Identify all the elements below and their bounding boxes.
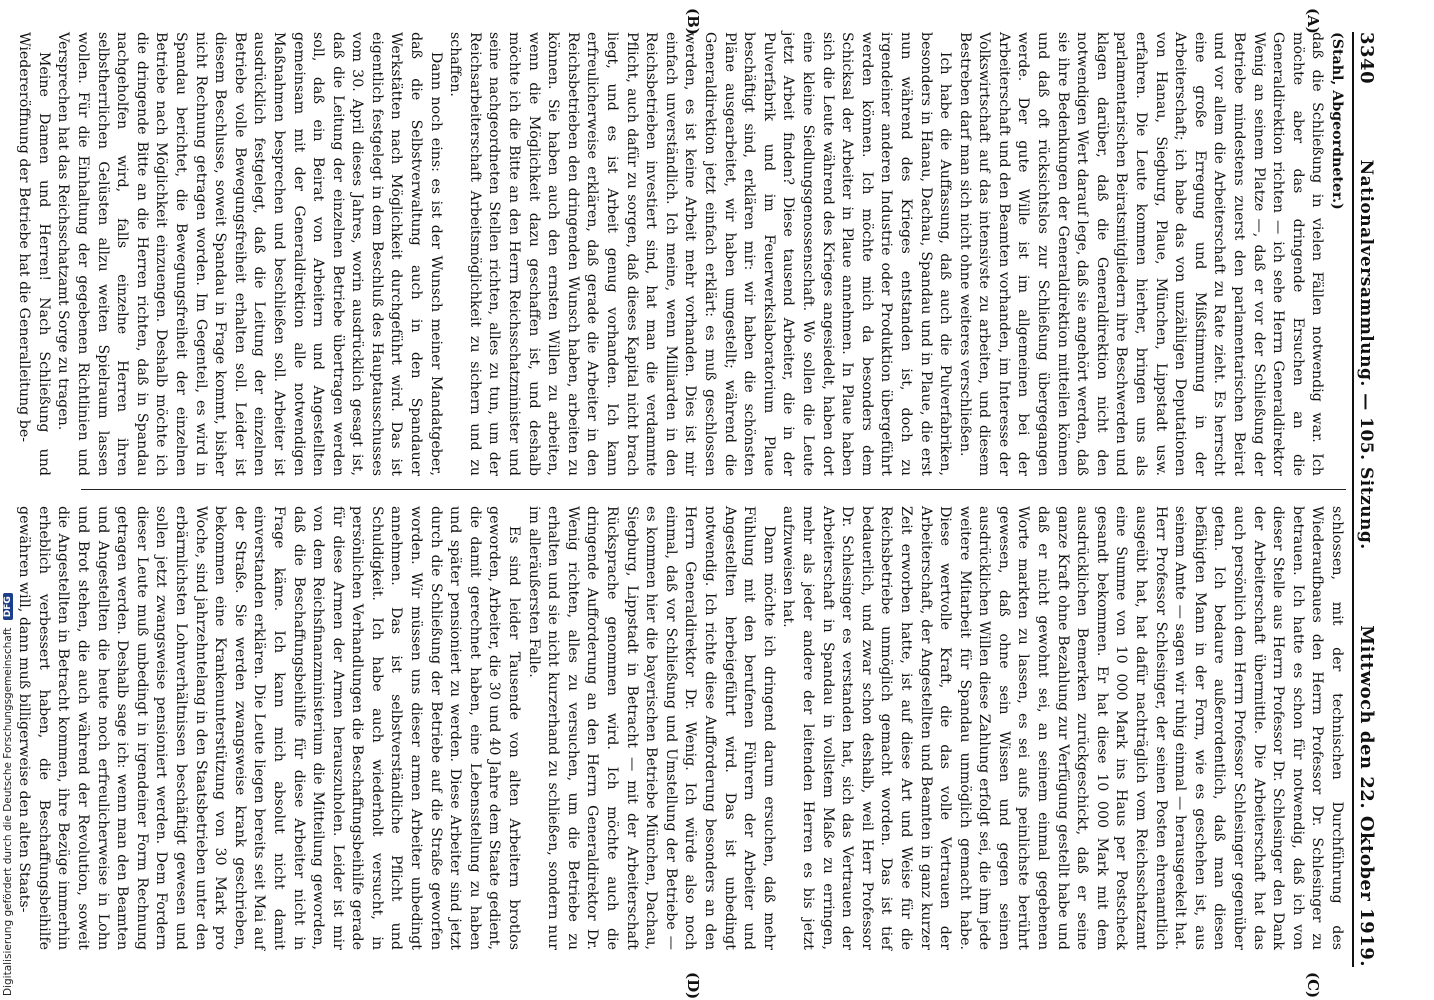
paragraph: Es sind leider Tausende von alten Arbeitern brotlos geworden, Arbeiter, die 30 und 40 Jahre dem Staate gedient, die damit gerechnet haben, eine Lebensstellung zu haben und später pensioniert zu werden. Diese Arbeiter sind jetzt durch die Schließung der Betriebe auf die Straße geworfen worden. Wir müssen uns dieser armen Arbeiter unbedingt annehmen. Das ist selbstverständliche Pflicht und Schuldigkeit. Ich habe auch wiederholt versucht, in persönlichen Verhandlungen die Beschaffungsbeihilfe gerade für diese Armen der Armen herauszuholen. Leider ist mir von dem Reichsfinanzministerium die Mitteilung geworden, daß die Beschaffungsbeihilfe für diese Arbeiter nicht in Frage käme. Ich kann mich absolut nicht damit einverstanden erklären. Die Leute liegen bereits seit Mai auf der Straße. Sie werden zwangsweise krank geschrieben, bekommen eine Krankenunterstützung von 30 Mark pro Woche, sind jahrzehntelang in den Staatsbetrieben unter den erbärmlichsten Lohnverhältnissen beschäftigt gewesen und sollen jetzt zwangsweise pensioniert werden. Dem Fordern dieser Leute muß unbedingt in irgendeiner Form Rechnung getragen werden. Deshalb sage ich: wenn man den Beamten und Angestellten die heute noch erfreulicherweise in Lohn und Brot stehen, die auch während der Revolution, soweit die Angestellten in Betracht kommen, ihre Bezüge immerhin erheblich verbessert haben, die Beschaffungsbeihilfe gewähren will, dann muß billigerweise den alten Staats- (16, 506, 523, 950)
margin-letter-d: (D) (684, 972, 702, 1000)
rotated-page (16, 8, 1382, 1000)
page-number: 3340 (1356, 32, 1377, 85)
margin-letter-a: (A) (1304, 8, 1322, 34)
paragraph: Dann möchte ich dringend darum ersuchen, daß mehr Fühlung mit den berufenen Führern der Arbeiter und Angestellten herbeigeführt wird. Das ist unbedingt notwendig. Ich richte diese Aufforderung besonders an den Herrn Generaldirektor Dr. Wenig. Ich würde also noch einmal, daß vor Schließung und Umstellung der Betriebe — es kommen hier die bayerischen Betriebe München, Dachau, Siegburg, Lippstadt in Betracht — mit der Arbeiterschaft Rücksprache genommen wird. Ich möchte auch die dringende Aufforderung an den Herrn Generaldirektor Dr. Wenig richten, alles zu versuchen, um die Betriebe zu erhalten und sie nicht kurzerhand zu schließen, sondern nur im alleräußersten Falle. (525, 506, 777, 950)
page-date: Mittwoch den 22. Oktober 1919. (1356, 625, 1377, 967)
credit-text: Digitalisierung gefördert durch die Deutsche Forschungsgemeinschaft (2, 627, 14, 996)
left-column (16, 32, 1346, 476)
paragraph: Ich habe die Auffassung, daß auch die Pulverfabriken, besonders in Hanau, Dachau, Spandau und in Plaue, die erst nun während des Krieges entstanden ist, doch zu irgendeiner anderen Industrie oder Produktion übergeführt werden können. Ich möchte mich da besonders dem Schicksal der Arbeiter in Plaue annehmen. In Plaue haben sich die Leute während des Krieges angesiedelt, haben dort eine kleine Siedlungsgenossenschaft. Wo sollen die Leute jetzt Arbeit finden? Diese tausend Arbeiter, die in der Pulverfabrik und im Feuerwerkslaboratorium Plaue beschäftigt sind, erklären mir: wir haben die schönsten Pläne ausgearbeitet, wir haben umgestellt; während die Generaldirektion jetzt einfach erklärt: es muß geschlossen werden, es ist keine Arbeit mehr vorhanden. Dies ist mir einfach unverständlich. Ich meine, wenn Milliarden in den Reichsbetrieben investiert sind, hat man die verdammte Pflicht, auch dafür zu sorgen, daß dieses Kapital nicht brach liegt, und es ist Arbeit genug vorhanden. Ich kann erfreulicherweise erklären, daß gerade die Arbeiter in den Reichsbetrieben den dringenden Wunsch haben, arbeiten zu können. Sie haben auch den ernsten Willen zu arbeiten, wenn die Möglichkeit dazu geschaffen ist, und deshalb möchte ich die Bitte an den Herrn Reichsschatzminister und seine nachgeordneten Stellen richten, alles zu tun, um der Reichsarbeiterschaft Arbeitsmöglichkeit zu sichern und zu schaffen. (447, 32, 954, 476)
paragraph: Meine Damen und Herren! Nach Schließung und Wiedereröffnung der Betriebe hat die Generalleitung be- (16, 32, 52, 476)
speaker-line: (Stahl, Abgeordneter.) (1329, 32, 1345, 210)
paragraph: Dann noch eins: es ist der Wunsch meiner Mandatgeber, daß die Selbstverwaltung auch in den Spandauer Werkstätten nach Möglichkeit durchgeführt wird. Das ist eigentlich festgelegt in dem Beschluß des Hauptausschusses vom 30. April dieses Jahres, worin ausdrücklich gesagt ist, daß die Leitung der einzelnen Betriebe übertragen werden soll, daß ein Beirat von Arbeitern und Angestellten gemeinsam mit der Generaldirektion alle notwendigen Maßnahmen besprechen und beschließen soll. Arbeiter ist ausdrücklich festgelegt, daß die Leitung der einzelnen Betriebe volle Bewegungsfreiheit erhalten soll. Leider ist diesem Beschlusse, soweit Spandau in Frage kommt, bisher nicht Rechnung getragen worden. Im Gegenteil, es wird in Spandau berichtet, die Bewegungsfreiheit der einzelnen Betriebe nach Möglichkeit einzuengen. Deshalb möchte ich die dringende Bitte an die Herren richten, daß in Spandau nachgeholfen wird, falls einzelne Herren ihren selbstherrlichen Gelüsten allzu weiten Spielraum lassen wollen. Für die Einhaltung der gegebenen Richtlinien und Versprechen hat das Reichsschatzamt Sorge zu tragen. (55, 32, 444, 476)
margin-letter-c: (C) (1304, 972, 1322, 999)
paragraph: schlossen, mit der technischen Durchführung des Wiederaufbaues den Herrn Professor Dr. Schlesinger zu betrauen. Ich hatte es schon für notwendig, daß ich von dieser Stelle aus Herrn Professor Dr. Schlesinger den Dank der Arbeiterschaft übermittle. Die Arbeiterschaft hat das auch persönlich dem Herrn Professor Schlesinger gegenüber getan. Ich bedaure außerordentlich, daß man diesen befähigten Mann in der Form, wie es geschehen ist, aus seinem Amte — sagen wir ruhig einmal — herausgeekelt hat. Herr Professor Schlesinger, der seinen Posten ehrenamtlich ausgeübt hat, hat dafür nachträglich vom Reichsschatzamt eine Summe von 10 000 Mark ins Haus per Postscheck gesandt bekommen. Er hat diese 10 000 Mark mit dem ausdrücklichen Bemerken zurückgeschickt, daß er seine ganze Kraft ohne Bezahlung zur Verfügung gestellt habe und daß er nicht gewohnt sei, an seinem einmal gegebenen Worte markten zu lassen, es sei aufs peinlichste berührt gewesen, daß ohne sein Wissen und gegen seinen ausdrücklichen Willen diese Zahlung erfolgt sei, die ihm jede weitere Mitarbeit für Spandau unmöglich gemacht habe. Diese wertvolle Kraft, die das volle Vertrauen der Arbeiterschaft, der Angestellten und Beamten in ganz kurzer Zeit erworben hatte, ist auf diese Art und Weise für die Reichsbetriebe unmöglich gemacht worden. Das ist tief bedauerlich, und zwar schon deshalb, weil Herr Professor Dr. Schlesinger es verstanden hat, sich das Vertrauen der Arbeiterschaft in Spandau in vollstem Maße zu erringen, mehr als jeder andere der leitenden Herren es bis jetzt aufzuweisen hat. (780, 506, 1345, 950)
paragraph: daß die Schließung in vielen Fällen notwendig war. Ich möchte aber das dringende Ersuchen an die Generaldirektion richten — ich sehe Herrn Generaldirektor Wenig an seinem Platze —, daß er vor der Schließung der Betriebe mindestens zuerst den parlamentarischen Beirat und vor allem die Arbeiterschaft zu Rate zieht. Es herrscht eine große Erregung und Mißstimmung in der Arbeiterschaft; ich habe das von unzähligen Deputationen von Hanau, Siegburg, Plaue, München, Lippstadt usw. erfahren. Die Leute kommen hierher, bringen uns als parlamentarischen Beiratsmitgliedern ihre Beschwerden und klagen darüber, daß die Generaldirektion nicht den notwendigen Wert darauf lege, daß sie angehört werden, daß sie ihre Bedenkungen der Generaldirektion mitteilen können und daß oft rücksichtslos zur Schließung übergegangen werde. Der gute Wille ist im allgemeinen bei der Arbeiterschaft und den Beamten vorhanden, im Interesse der Volkswirtschaft auf das intensivste zu arbeiten, und diesem Bestreben darf man sich nicht ohne weiteres verschließen. (956, 32, 1326, 476)
page-title: Nationalversammlung. — 105. Sitzung. (1356, 159, 1376, 550)
dfg-logo-icon: DFG (3, 593, 13, 620)
column-divider (81, 489, 1346, 490)
right-column (16, 506, 1346, 950)
margin-letter-b: (B) (684, 8, 702, 35)
page-header (1352, 32, 1382, 967)
dfg-credit (2, 596, 14, 996)
